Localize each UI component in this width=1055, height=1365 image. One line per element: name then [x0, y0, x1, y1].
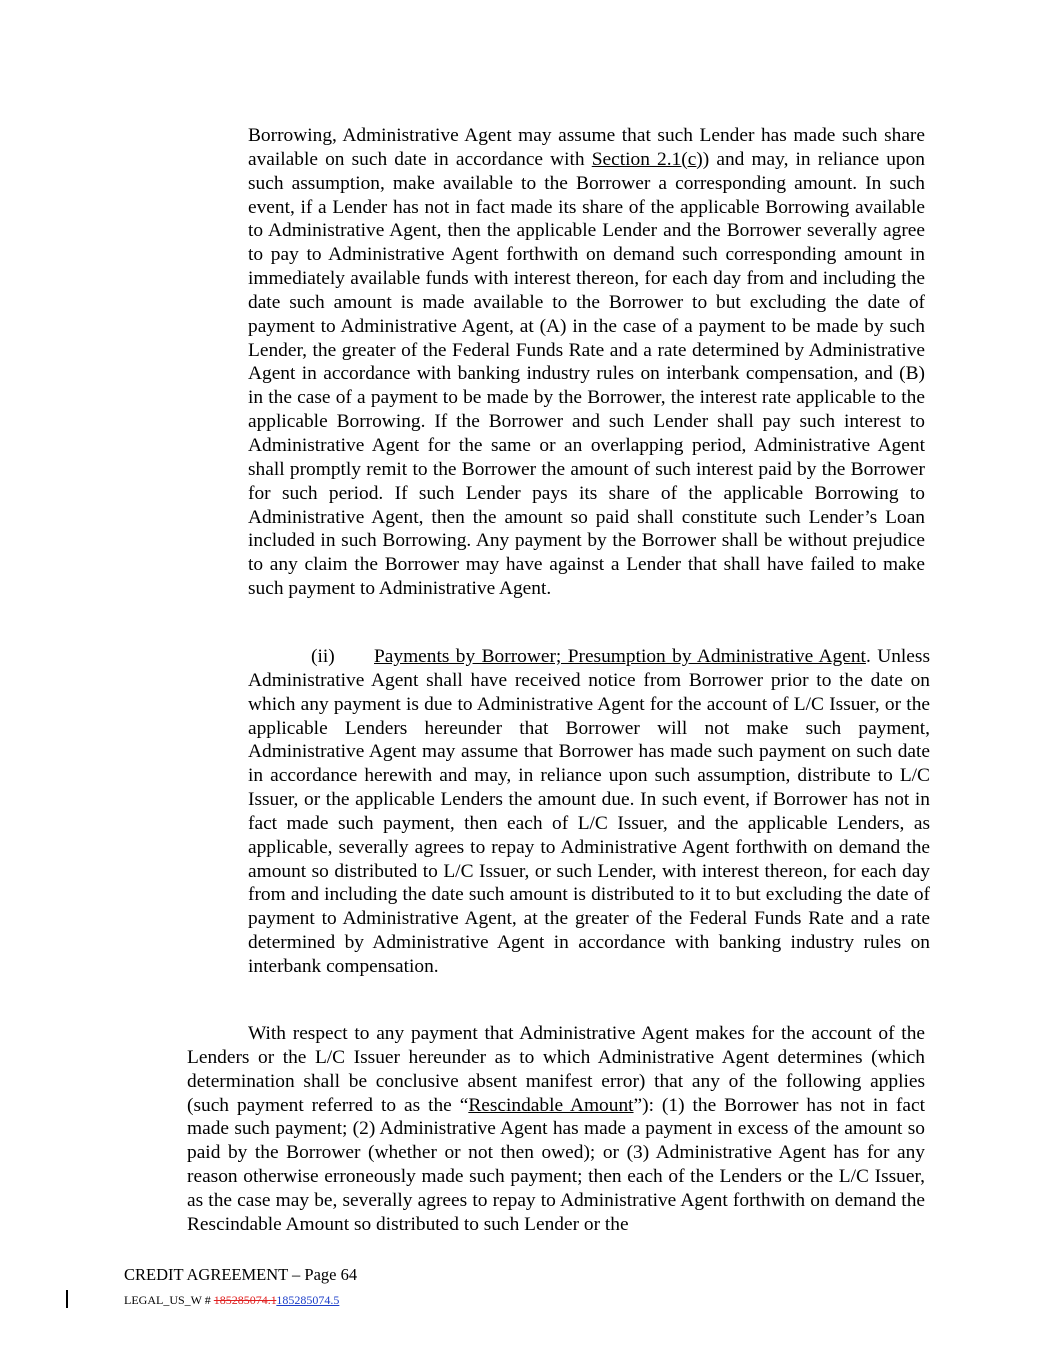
deleted-doc-id: 185285074.1 — [213, 1293, 277, 1307]
page-footer-label: CREDIT AGREEMENT – Page 64 — [124, 1265, 358, 1284]
doc-id-prefix: LEGAL_US_W # — [124, 1293, 214, 1307]
clause-number: (ii) — [311, 646, 335, 667]
document-id-footer — [124, 1293, 339, 1308]
revision-change-bar — [66, 1290, 68, 1308]
inserted-doc-id[interactable]: 185285074.5 — [276, 1293, 340, 1307]
paragraph-text: ”): (1) the Borrower has not in fact made such payment; (2) Administrative Agent has made a payment in excess of the amount so paid by the Borrower (whether or not then owed); or (3) Administrative Agent has for any reason otherwise erroneously made such payment; then each of the Lenders or the L/C Issuer, as the case may be, severally agrees to repay to Administrative Agent forthwith on demand the Rescindable Amount so distributed to such Lender or the — [187, 1094, 925, 1235]
paragraph-text: ) and may, in reliance upon such assumption, make available to the Borrower a corresponding amount. In such event, if a Lender has not in fact made its share of the applicable Borrowing available to Administrative Agent, then the applicable Lender and the Borrower severally agree to pay to Administrative Agent forthwith on demand such corresponding amount in immediately available funds with interest thereon, for each day from and including the date such amount is made available to the Borrower to but excluding the date of payment to Administrative Agent, at (A) in the case of a payment to be made by such Lender, the greater of the Federal Funds Rate and a rate determined by Administrative Agent in accordance with banking industry rules on interbank compensation, and (B) in the case of a payment to be made by the Borrower, the interest rate applicable to the applicable Borrowing. If the Borrower and such Lender shall pay such interest to Administrative Agent for the same or an overlapping period, Administrative Agent shall promptly remit to the Borrower the amount of such interest paid by the Borrower for such period. If such Lender pays its share of the applicable Borrowing to Administrative Agent, then the amount so paid shall constitute such Lender’s Loan included in such Borrowing. Any payment by the Borrower shall be without prejudice to any claim the Borrower may have against a Lender that shall have failed to make such payment to Administrative Agent. — [248, 148, 925, 600]
section-reference-link[interactable]: Section 2.1(c) — [591, 148, 703, 170]
paragraph-text: Borrowing, Administrative Agent may assume that such Lender has made such share available on such date in accordance with — [248, 125, 925, 170]
paragraph-borrowing-presumption — [248, 124, 925, 601]
paragraph-payments-by-borrower — [248, 645, 930, 979]
clause-heading-period: . — [865, 646, 871, 667]
clause-heading: Payments by Borrower; Presumption by Administrative Agent — [374, 646, 866, 667]
paragraph-text: Unless Administrative Agent shall have received notice from Borrower prior to the date on which any payment is due to Administrative Agent for the account of L/C Issuer, or the applicable Lenders hereunder that Borrower will not make such payment, Administrative Agent may assume that Borrower has made such payment on such date in accordance herewith and may, in reliance upon such assumption, distribute to L/C Issuer, or the applicable Lenders the amount due. In such event, if Borrower has not in fact made such payment, then each of L/C Issuer, and the applicable Lenders, as applicable, severally agrees to repay to Administrative Agent forthwith on demand the amount so distributed to L/C Issuer, or such Lender, with interest thereon, for each day from and including the date such amount is distributed to it to but excluding the date of payment to Administrative Agent, at the greater of the Federal Funds Rate and a rate determined by Administrative Agent in accordance with banking industry rules on interbank compensation. — [248, 646, 930, 977]
defined-term: Rescindable Amount — [468, 1094, 634, 1116]
paragraph-text: With respect to any payment that Administrative Agent makes for the account of the Lenders or the L/C Issuer hereunder as to which Administrative Agent determines (which determination shall be conclusive absent manifest error) that any of the following applies (such payment referred to as the “ — [187, 1023, 925, 1116]
paragraph-rescindable-amount — [187, 1022, 925, 1237]
